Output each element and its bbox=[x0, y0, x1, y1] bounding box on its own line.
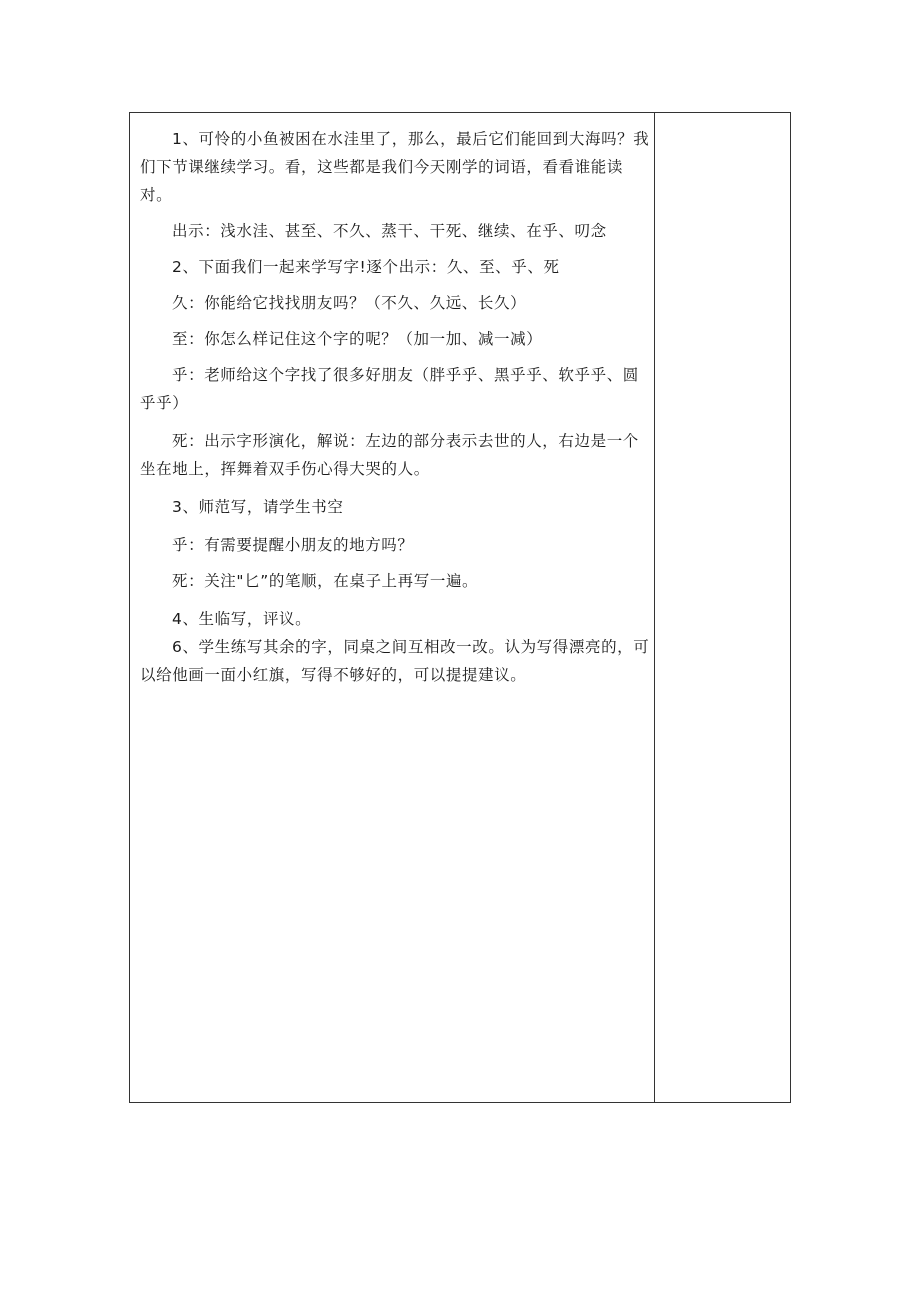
paragraph-practice: 4、生临写，评议。 bbox=[172, 610, 312, 628]
paragraph-char-zhi: 至：你怎么样记住这个字的呢？（加一加、减一减） bbox=[172, 330, 543, 348]
paragraph-si-stroke-order: 死：关注"匕”的笔顺，在桌子上再写一遍。 bbox=[172, 572, 479, 590]
paragraph-show-words: 出示：浅水洼、甚至、不久、蒸干、干死、继续、在乎、叨念 bbox=[172, 222, 607, 240]
paragraph-teacher-demo: 3、师范写，请学生书空 bbox=[172, 498, 344, 516]
paragraph-writing-intro: 2、下面我们一起来学写字!逐个出示：久、至、乎、死 bbox=[172, 258, 560, 276]
paragraph-review-words: 1、可怜的小鱼被困在水洼里了，那么，最后它们能回到大海吗？我们下节课继续学习。看，这些都是我们今天刚学的词语，看看谁能读对。 bbox=[140, 130, 650, 204]
lesson-plan-table bbox=[129, 112, 791, 1103]
lesson-content-cell bbox=[130, 113, 655, 1102]
paragraph-char-hu: 乎：老师给这个字找了很多好朋友（胖乎乎、黑乎乎、软乎乎、圆乎乎） bbox=[140, 366, 639, 412]
notes-cell bbox=[655, 113, 790, 1102]
paragraph-hu-reminder: 乎：有需要提醒小朋友的地方吗？ bbox=[172, 536, 414, 554]
paragraph-char-jiu: 久：你能给它找找朋友吗？（不久、久远、长久） bbox=[172, 294, 527, 312]
paragraph-char-si: 死：出示字形演化，解说：左边的部分表示去世的人，右边是一个坐在地上，挥舞着双手伤心得大哭的人。 bbox=[140, 432, 639, 478]
paragraph-peer-review: 6、学生练写其余的字，同桌之间互相改一改。认为写得漂亮的，可以给他画一面小红旗，写得不够好的，可以提提建议。 bbox=[140, 638, 650, 684]
